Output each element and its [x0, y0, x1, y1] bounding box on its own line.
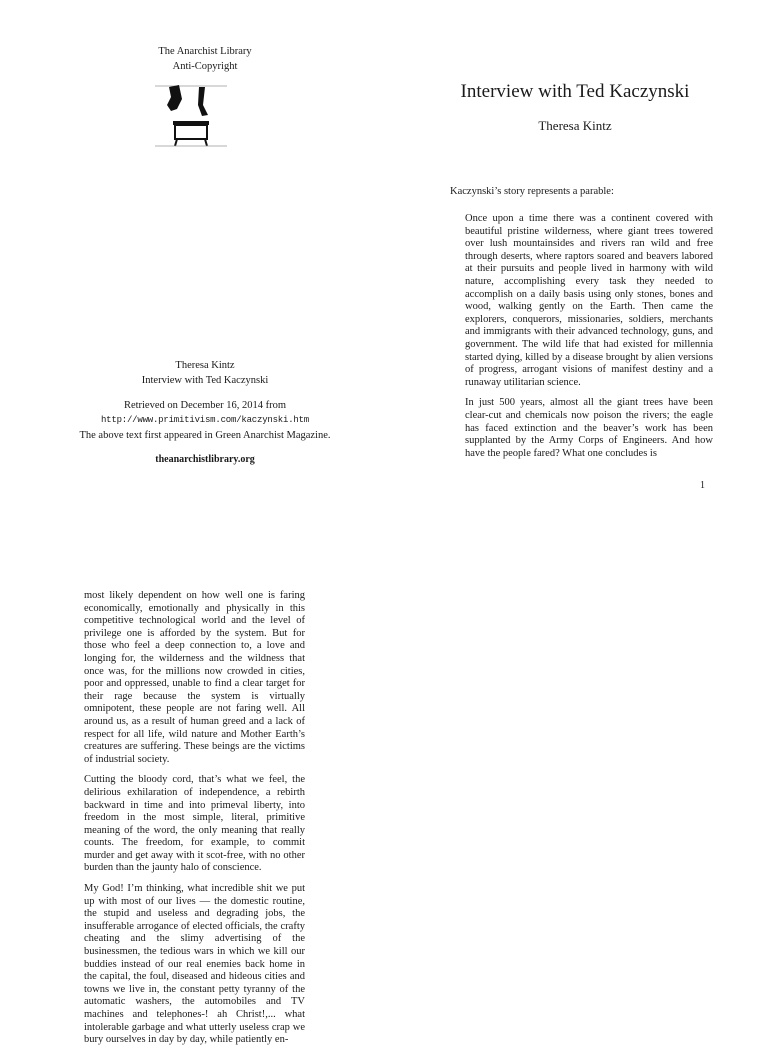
- continuation-paragraph-1: most likely dependent on how well one is faring economically, emotionally and physically in this competitive technological world and the level of privilege one is afforded by the system. But for those who feel a deep connection to, a love and longing for, the wilderness and the wildness that once was, for the millions now crowded in cities, poor and oppressed, unable to find a clear target for their rage because the system is virtually omnipotent, these people are not faring well. All around us, as a result of human greed and a lack of respect for all life, wild nature and Mother Earth’s creatures are suffering. These beings are the victims of industrial society.: [84, 590, 305, 765]
- continuation-paragraph-2: Cutting the bloody cord, that’s what we feel, the delirious exhilaration of independence, a rebirth backward in time and into primeval liberty, into freedom in the most simple, literal, primitive meaning of the word, the only meaning that really counts. The freedom, for example, to commit murder and get away with it scot-free, with no other burden than the jaunty halo of conscience.: [84, 774, 305, 874]
- block-quote: [465, 213, 713, 468]
- site-name: theanarchistlibrary.org: [155, 454, 255, 465]
- retrieved-note: Retrieved on December 16, 2014 from: [123, 400, 287, 411]
- colophon-title: Interview with Ted Kaczynski: [141, 375, 269, 386]
- continuation-text: [84, 590, 305, 1055]
- quote-paragraph-1: Once upon a time there was a continent covered with beautiful pristine wilderness, where giant trees towered over lush mountainsides and rivers ran wild and free through deserts, where raptors soared and beavers labored at their pursuits and people lived in harmony with wild nature, accomplishing every task they needed to accomplish on a daily basis using only stones, bones and wood, walking gently on the Earth. Then came the explorers, conquerors, missionaries, soldiers, merchants and immigrants with their advanced technology, guns, and government. The wild life that had existed for millennia started dying, killed by a disease brought by alien versions of progress, arrogant visions of manifest destiny and a runaway utilitarian science.: [465, 213, 713, 388]
- continuation-paragraph-3: My God! I’m thinking, what incredible shit we put up with most of our lives — the domestic routine, the stupid and useless and degrading jobs, the insufferable arrogance of elected officials, the crafty cheating and the slimy advertising of the businessmen, the tedious wars in which we kill our buddies instead of our real enemies back home in the capital, the foul, diseased and hideous cities and towns we live in, the constant petty tyranny of the automatic washers, the automobiles and TV machines and telephones-! ah Christ!,... what intolerable garbage and what utterly useless crap we bury ourselves in day by day, while patiently en-: [84, 883, 305, 1046]
- quote-paragraph-2: In just 500 years, almost all the giant trees have been clear-cut and chemicals now poison the rivers; the eagle has faced extinction and the beaver’s work has been supplanted by the Army Corps of Engineers. And how have the people fared? What one concludes is: [465, 397, 713, 459]
- page-author: Theresa Kintz: [538, 118, 612, 133]
- library-header: [90, 44, 320, 74]
- copyright-note: Anti-Copyright: [172, 61, 238, 72]
- intro-line: Kaczynski’s story represents a parable:: [450, 186, 614, 197]
- library-logo: [155, 83, 227, 149]
- colophon: [60, 358, 350, 467]
- stool-logo-icon: [155, 83, 227, 149]
- source-url: http://www.primitivism.com/kaczynski.htm: [100, 415, 310, 425]
- page-number: 1: [700, 480, 705, 491]
- source-note: The above text first appeared in Green Anarchist Magazine.: [79, 430, 331, 441]
- library-name: The Anarchist Library: [158, 46, 252, 57]
- page-title: Interview with Ted Kaczynski: [460, 81, 690, 102]
- colophon-author: Theresa Kintz: [175, 360, 235, 371]
